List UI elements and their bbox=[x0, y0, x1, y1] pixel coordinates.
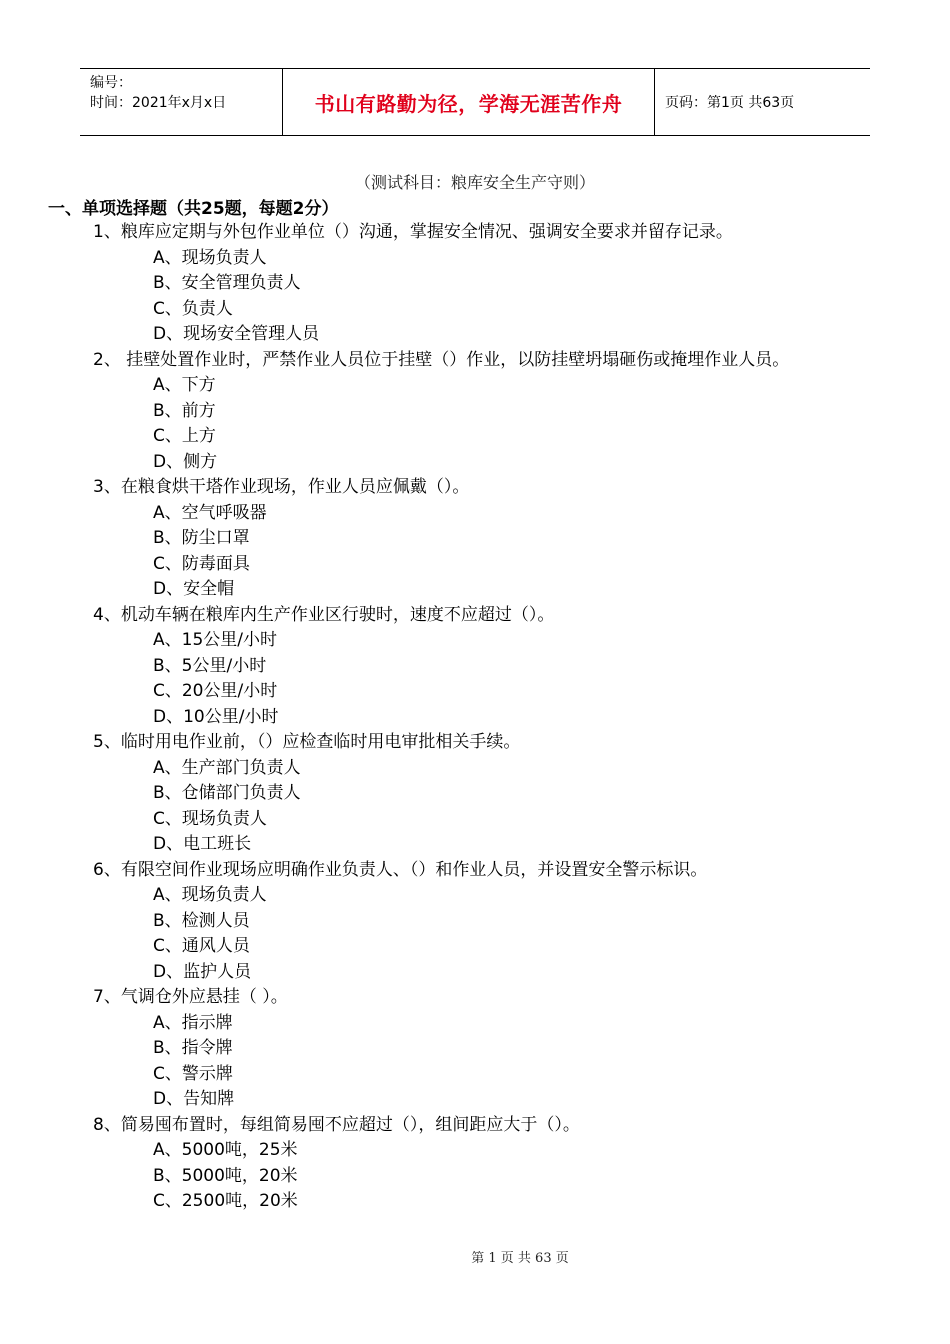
answer-option: D、现场安全管理人员 bbox=[153, 324, 320, 344]
answer-option: B、安全管理负责人 bbox=[153, 273, 301, 293]
answer-option: A、现场负责人 bbox=[153, 247, 267, 268]
answer-option: B、指令牌 bbox=[153, 1038, 233, 1058]
question-text: 8、简易囤布置时，每组简易囤不应超过（），组间距应大于（）。 bbox=[93, 1114, 580, 1135]
answer-option: B、5公里/小时 bbox=[153, 655, 267, 676]
question-text: 3、在粮食烘干塔作业现场，作业人员应佩戴（）。 bbox=[93, 477, 470, 497]
answer-option: D、监护人员 bbox=[153, 961, 252, 982]
answer-option: B、前方 bbox=[153, 400, 216, 421]
header-motto: 书山有路勤为径，学海无涯苦作舟 bbox=[282, 69, 655, 135]
question-item bbox=[0, 1113, 950, 1215]
answer-option: A、5000吨，25米 bbox=[153, 1140, 298, 1160]
question-text: 5、临时用电作业前，（）应检查临时用电审批相关手续。 bbox=[93, 732, 521, 752]
answer-option: B、防尘口罩 bbox=[153, 528, 250, 548]
question-list bbox=[0, 220, 950, 1215]
answer-option: C、现场负责人 bbox=[153, 808, 267, 829]
page-footer: 第 1 页 共 63 页 bbox=[471, 1251, 569, 1266]
header-meta bbox=[80, 69, 282, 135]
answer-option: A、生产部门负责人 bbox=[153, 757, 301, 778]
answer-option: D、告知牌 bbox=[153, 1089, 235, 1109]
answer-option: B、仓储部门负责人 bbox=[153, 783, 301, 803]
question-item bbox=[0, 730, 950, 858]
answer-option: D、侧方 bbox=[153, 451, 218, 472]
number-label: 编号： bbox=[90, 75, 132, 91]
question-text: 7、气调仓外应悬挂（ ）。 bbox=[93, 987, 288, 1007]
test-subject: （测试科目：粮库安全生产守则） bbox=[354, 173, 595, 192]
question-item bbox=[0, 348, 950, 476]
answer-option: D、10公里/小时 bbox=[153, 706, 279, 727]
question-item bbox=[0, 220, 950, 348]
answer-option: B、5000吨，20米 bbox=[153, 1165, 298, 1186]
answer-option: C、警示牌 bbox=[153, 1063, 233, 1084]
question-text: 2、 挂壁处置作业时，严禁作业人员位于挂壁（）作业，以防挂壁坍塌砸伤或掩埋作业人员。 bbox=[93, 349, 790, 370]
time-label: 时间：2021年x月x日 bbox=[90, 95, 227, 111]
answer-option: B、检测人员 bbox=[153, 910, 250, 931]
answer-option: D、安全帽 bbox=[153, 579, 235, 599]
answer-option: A、15公里/小时 bbox=[153, 630, 277, 650]
question-text: 6、有限空间作业现场应明确作业负责人、（）和作业人员，并设置安全警示标识。 bbox=[93, 859, 708, 880]
answer-option: C、20公里/小时 bbox=[153, 681, 278, 701]
answer-option: D、电工班长 bbox=[153, 834, 252, 854]
answer-option: A、下方 bbox=[153, 375, 216, 395]
question-text: 1、粮库应定期与外包作业单位（）沟通，掌握安全情况、强调安全要求并留存记录。 bbox=[93, 222, 733, 242]
header-page-code: 页码：第1页 共63页 bbox=[665, 95, 795, 111]
answer-option: A、现场负责人 bbox=[153, 885, 267, 905]
section-title: 一、单项选择题（共25题，每题2分） bbox=[48, 199, 339, 219]
question-item bbox=[0, 475, 950, 603]
answer-option: C、防毒面具 bbox=[153, 553, 250, 574]
answer-option: C、通风人员 bbox=[153, 936, 250, 956]
question-text: 4、机动车辆在粮库内生产作业区行驶时，速度不应超过（）。 bbox=[93, 604, 555, 625]
answer-option: A、指示牌 bbox=[153, 1012, 233, 1033]
answer-option: C、负责人 bbox=[153, 298, 233, 319]
answer-option: A、空气呼吸器 bbox=[153, 502, 267, 523]
question-item bbox=[0, 858, 950, 986]
question-item bbox=[0, 603, 950, 731]
question-item bbox=[0, 985, 950, 1113]
document-header bbox=[80, 68, 870, 136]
answer-option: C、上方 bbox=[153, 426, 216, 446]
answer-option: C、2500吨，20米 bbox=[153, 1191, 298, 1211]
